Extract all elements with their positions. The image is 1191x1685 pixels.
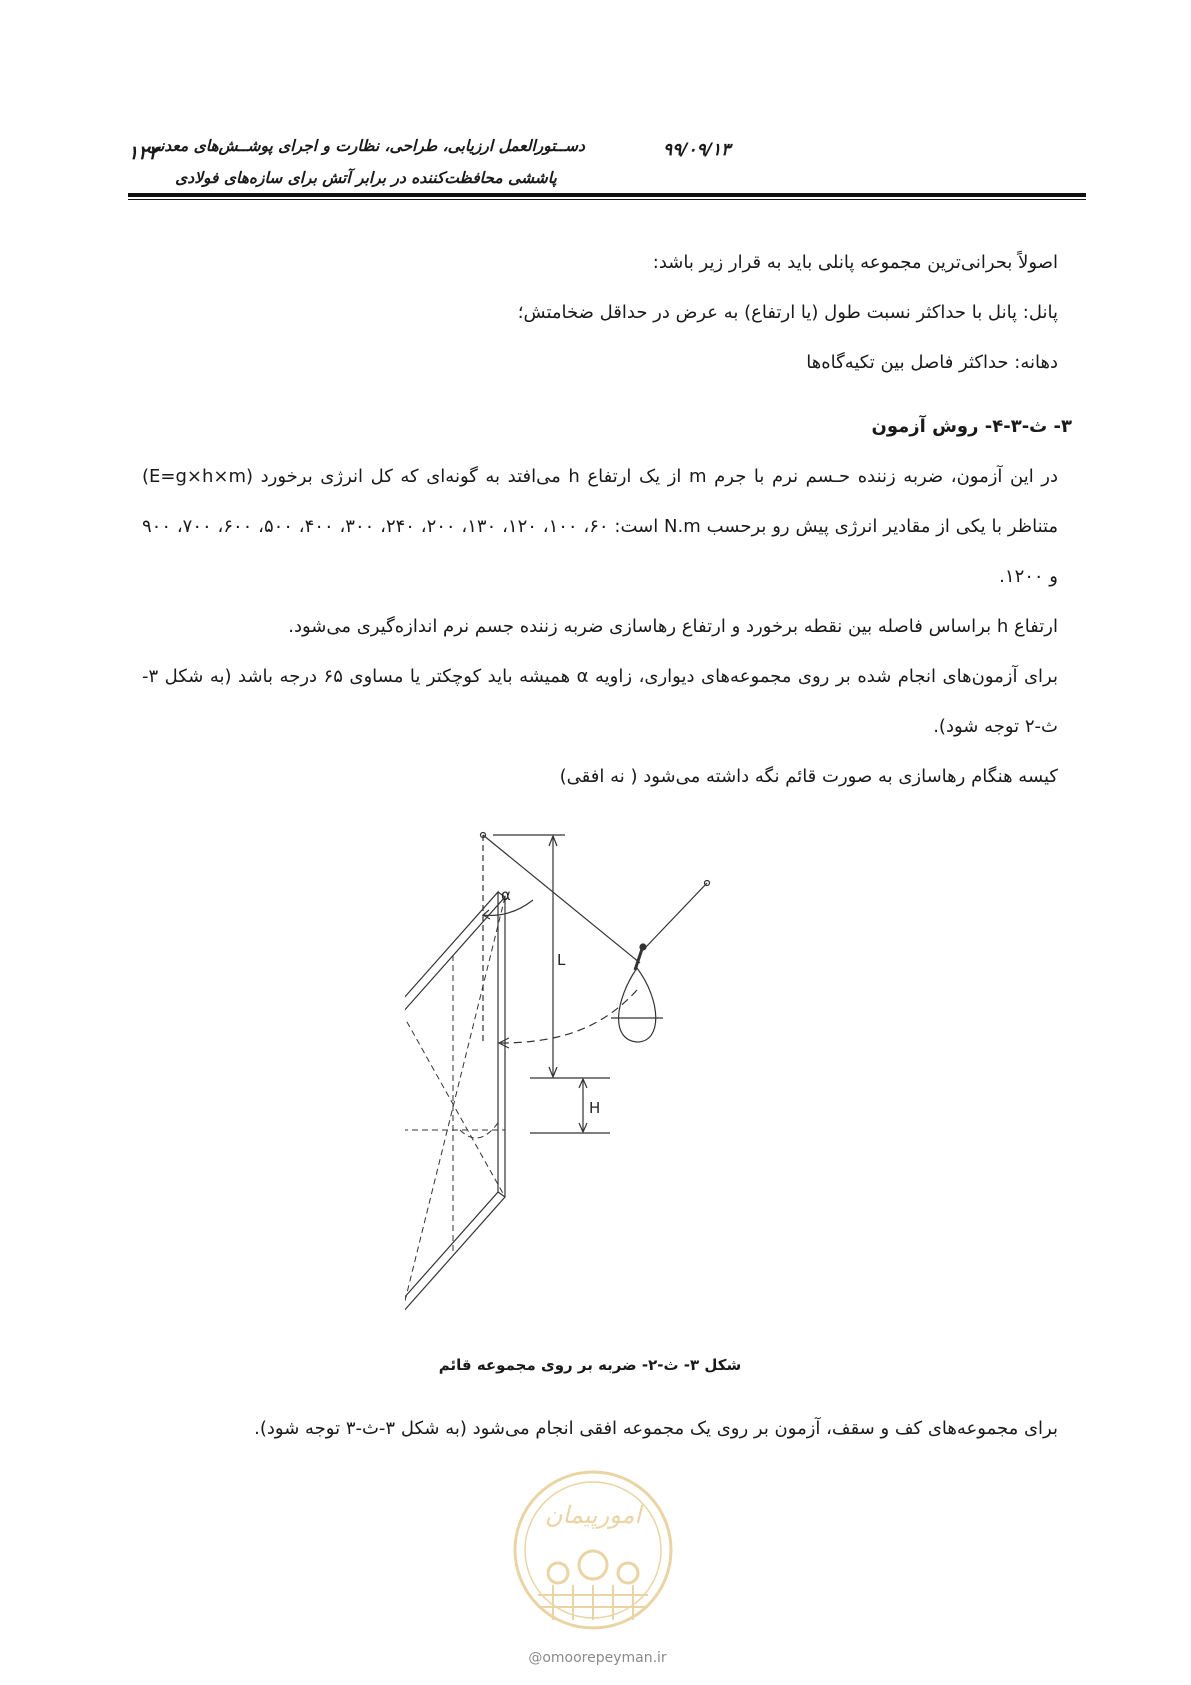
panel-edge-bottom-right xyxy=(498,1192,505,1197)
paragraph-8: برای مجموعه‌های کف و سقف، آزمون بر روی یک مجموعه افقی انجام می‌شود (به شکل ۳-ث-۳ توجه شود). xyxy=(254,1418,1058,1439)
paragraph-1: اصولاً بحرانی‌ترین مجموعه پانلی باید به قرار زیر باشد: xyxy=(652,252,1058,273)
section-heading: ۳- ث-۳-۴- روش آزمون xyxy=(871,416,1072,437)
header-title xyxy=(136,130,596,194)
watermark-url: @omoorepeyman.ir xyxy=(528,1650,667,1666)
paragraph-7: کیسه هنگام رهاسازی به صورت قائم نگه داشته می‌شود ( نه افقی) xyxy=(559,766,1058,787)
bag-knot xyxy=(640,944,646,950)
impact-curve xyxy=(460,1120,500,1138)
watermark-logo-text: امورپیمان xyxy=(544,1501,642,1529)
watermark-emblem-icon xyxy=(498,1455,688,1675)
header-title-line2: پاششی محافظت‌کننده در برابر آتش برای سازه‌های فولادی xyxy=(175,169,557,187)
L-label: L xyxy=(557,951,566,969)
pendulum-rest-line xyxy=(645,883,707,948)
body-text xyxy=(142,238,1072,802)
impact-diagram xyxy=(405,820,735,1340)
header-rule-thick xyxy=(128,193,1086,197)
alpha-label: α xyxy=(501,886,511,904)
panel-diagonal-2 xyxy=(405,897,505,1313)
header-date: ۹۹/۰۹/۱۳ xyxy=(663,140,731,160)
page-number: ۱۲۲ xyxy=(128,142,159,164)
header-title-line1: دســتورالعمل ارزیابی، طراحی، نظارت و اجرای پوشــش‌های معدنی xyxy=(147,137,585,155)
impactor-bag-icon xyxy=(619,968,656,1042)
page-header xyxy=(128,120,1086,200)
figure-caption: شکل ۳- ث-۲- ضربه بر روی مجموعه قائم xyxy=(438,1356,742,1374)
watermark-logo xyxy=(498,1455,688,1675)
header-rule-thin xyxy=(128,199,1086,200)
swing-path xyxy=(500,990,637,1043)
panel-diagonal-1 xyxy=(405,1013,505,1197)
paragraph-3: دهانه: حداکثر فاصل بین تکیه‌گاه‌ها xyxy=(806,352,1058,373)
H-label: H xyxy=(589,1099,601,1117)
paragraph-6: برای آزمون‌های انجام شده بر روی مجموعه‌های دیواری، زاویه α همیشه باید کوچکتر یا مساوی ۶۵ درجه باشد (به شکل ۳- ث-۲ توجه شود). xyxy=(142,666,1058,737)
paragraph-2: پانل: پانل با حداکثر نسبت طول (یا ارتفاع) به عرض در حداقل ضخامتش؛ xyxy=(517,302,1058,323)
paragraph-4: در این آزمون، ضربه زننده حـسم نرم با جرم m از یک ارتفاع h می‌افتد به گونه‌ای که کل انرژی برخورد (E=g×h×m) متناظر با یکی از مقادیر انرژی پیش رو برحسب N.m است: ۶۰، ۱۰۰، ۱۲۰، ۱۳۰، ۲۰۰، ۲۴۰، ۳۰۰، ۴۰۰، ۵۰۰، ۶۰۰، ۷۰۰، ۹۰۰ و ۱۲۰۰. xyxy=(142,466,1059,587)
paragraph-5: ارتفاع h براساس فاصله بین نقطه برخورد و ارتفاع رهاسازی ضربه زننده جسم نرم اندازه‌گیری می‌شود. xyxy=(288,616,1058,637)
panel-front-face xyxy=(405,892,498,1308)
impact-diagram-svg xyxy=(405,820,735,1340)
